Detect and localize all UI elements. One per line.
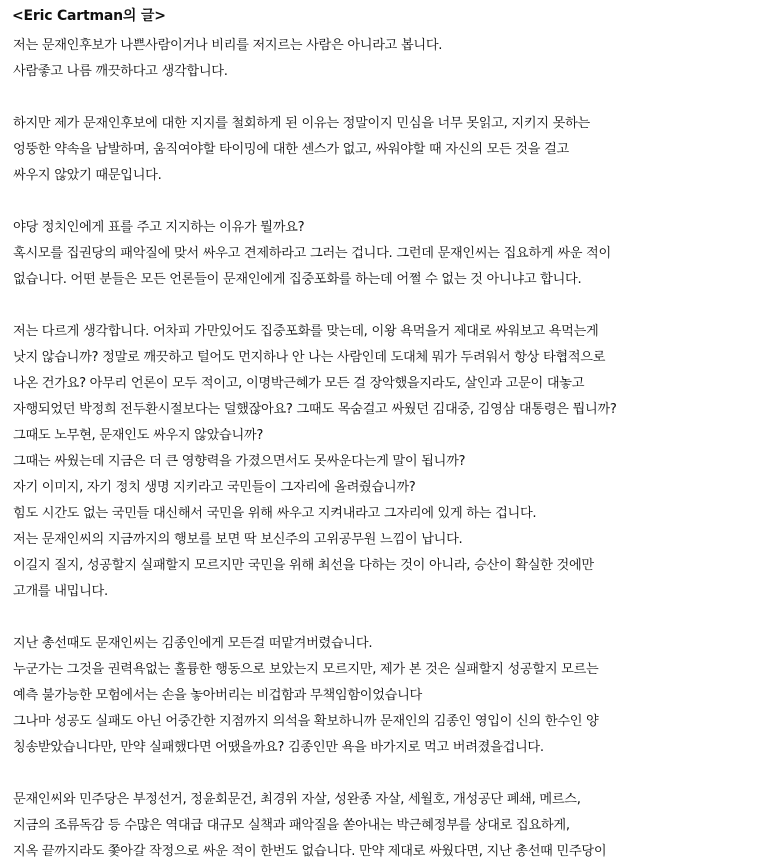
paragraph-line: 힘도 시간도 없는 국민들 대신해서 국민을 위해 싸우고 지켜내라고 그자리에 있게 하는 겁니다. bbox=[13, 506, 537, 521]
paragraph-line: 사람좋고 나름 깨끗하다고 생각합니다. bbox=[13, 64, 228, 79]
paragraph-line: 자기 이미지, 자기 정치 생명 지키라고 국민들이 그자리에 올려줬습니까? bbox=[13, 480, 416, 495]
paragraph-line: 야당 정치인에게 표를 주고 지지하는 이유가 뭘까요? bbox=[13, 220, 305, 235]
post-title: <Eric Cartman의 글> bbox=[12, 8, 166, 24]
paragraph-line: 그나마 성공도 실패도 아닌 어중간한 지점까지 의석을 확보하니까 문재인의 김종인 영입이 신의 한수인 양 bbox=[13, 714, 599, 729]
paragraph-line: 싸우지 않았기 때문입니다. bbox=[13, 168, 162, 183]
paragraph-line: 지옥 끝까지라도 쫓아갈 작정으로 싸운 적이 한번도 없습니다. 만약 제대로 싸웠다면, 지난 총선때 민주당이 bbox=[13, 844, 607, 859]
paragraph-line: 자행되었던 박정희 전두환시절보다는 덜했잖아요? 그때도 목숨걸고 싸웠던 김대중, 김영삼 대통령은 뭡니까? bbox=[13, 402, 617, 417]
paragraph-line: 지난 총선때도 문재인씨는 김종인에게 모든걸 떠맡겨버렸습니다. bbox=[13, 636, 373, 651]
paragraph-line: 엉뚱한 약속을 남발하며, 움직여야할 타이밍에 대한 센스가 없고, 싸워야할 때 자신의 모든 것을 걸고 bbox=[13, 142, 569, 157]
paragraph-line: 지금의 조류독감 등 수많은 역대급 대규모 실책과 패악질을 쏟아내는 박근혜정부를 상대로 집요하게, bbox=[13, 818, 570, 833]
blank-line bbox=[13, 85, 758, 111]
paragraph-line: 저는 문재인후보가 나쁜사람이거나 비리를 저지르는 사람은 아니라고 봅니다. bbox=[13, 38, 443, 53]
paragraph-line: 하지만 제가 문재인후보에 대한 지지를 철회하게 된 이유는 정말이지 민심을 너무 못읽고, 지키지 못하는 bbox=[13, 116, 590, 131]
paragraph-line: 예측 불가능한 모험에서는 손을 놓아버리는 비겁함과 무책임함이었습니다 bbox=[13, 688, 422, 703]
paragraph-line: 누군가는 그것을 권력욕없는 훌륭한 행동으로 보았는지 모르지만, 제가 본 것은 실패할지 성공할지 모르는 bbox=[13, 662, 599, 677]
paragraph-line: 낫지 않습니까? 정말로 깨끗하고 털어도 먼지하나 안 나는 사람인데 도대체 뭐가 두려워서 항상 타협적으로 bbox=[13, 350, 606, 365]
paragraph-line: 그때는 싸웠는데 지금은 더 큰 영향력을 가졌으면서도 못싸운다는게 말이 됩니까? bbox=[13, 454, 466, 469]
blank-line bbox=[13, 761, 758, 787]
paragraph-line: 나온 건가요? 아무리 언론이 모두 적이고, 이명박근혜가 모든 걸 장악했을지라도, 살인과 고문이 대놓고 bbox=[13, 376, 585, 391]
paragraph-line: 그때도 노무현, 문재인도 싸우지 않았습니까? bbox=[13, 428, 264, 443]
paragraph-line: 칭송받았습니다만, 만약 실패했다면 어땠을까요? 김종인만 욕을 바가지로 먹고 버려졌을겁니다. bbox=[13, 740, 544, 755]
blank-line bbox=[13, 605, 758, 631]
paragraph-line: 저는 문재인씨의 지금까지의 행보를 보면 딱 보신주의 고위공무원 느낌이 납니다. bbox=[13, 532, 463, 547]
paragraph-line: 문재인씨와 민주당은 부정선거, 정윤회문건, 최경위 자살, 성완종 자살, 세월호, 개성공단 폐쇄, 메르스, bbox=[13, 792, 581, 807]
paragraph-line: 저는 다르게 생각합니다. 어차피 가만있어도 집중포화를 맞는데, 이왕 욕먹을거 제대로 싸워보고 욕먹는게 bbox=[13, 324, 599, 339]
paragraph-line: 고개를 내밉니다. bbox=[13, 584, 108, 599]
paragraph-line: 혹시모를 집권당의 패악질에 맞서 싸우고 견제하라고 그러는 겁니다. 그런데 문재인씨는 집요하게 싸운 적이 bbox=[13, 246, 611, 261]
paragraph-line: 이길지 질지, 성공할지 실패할지 모르지만 국민을 위해 최선을 다하는 것이 아니라, 승산이 확실한 것에만 bbox=[13, 558, 594, 573]
post-body bbox=[13, 33, 758, 859]
paragraph-line: 없습니다. 어떤 분들은 모든 언론들이 문재인에게 집중포화를 하는데 어쩔 수 없는 것 아니냐고 합니다. bbox=[13, 272, 582, 287]
blank-line bbox=[13, 189, 758, 215]
blank-line bbox=[13, 293, 758, 319]
